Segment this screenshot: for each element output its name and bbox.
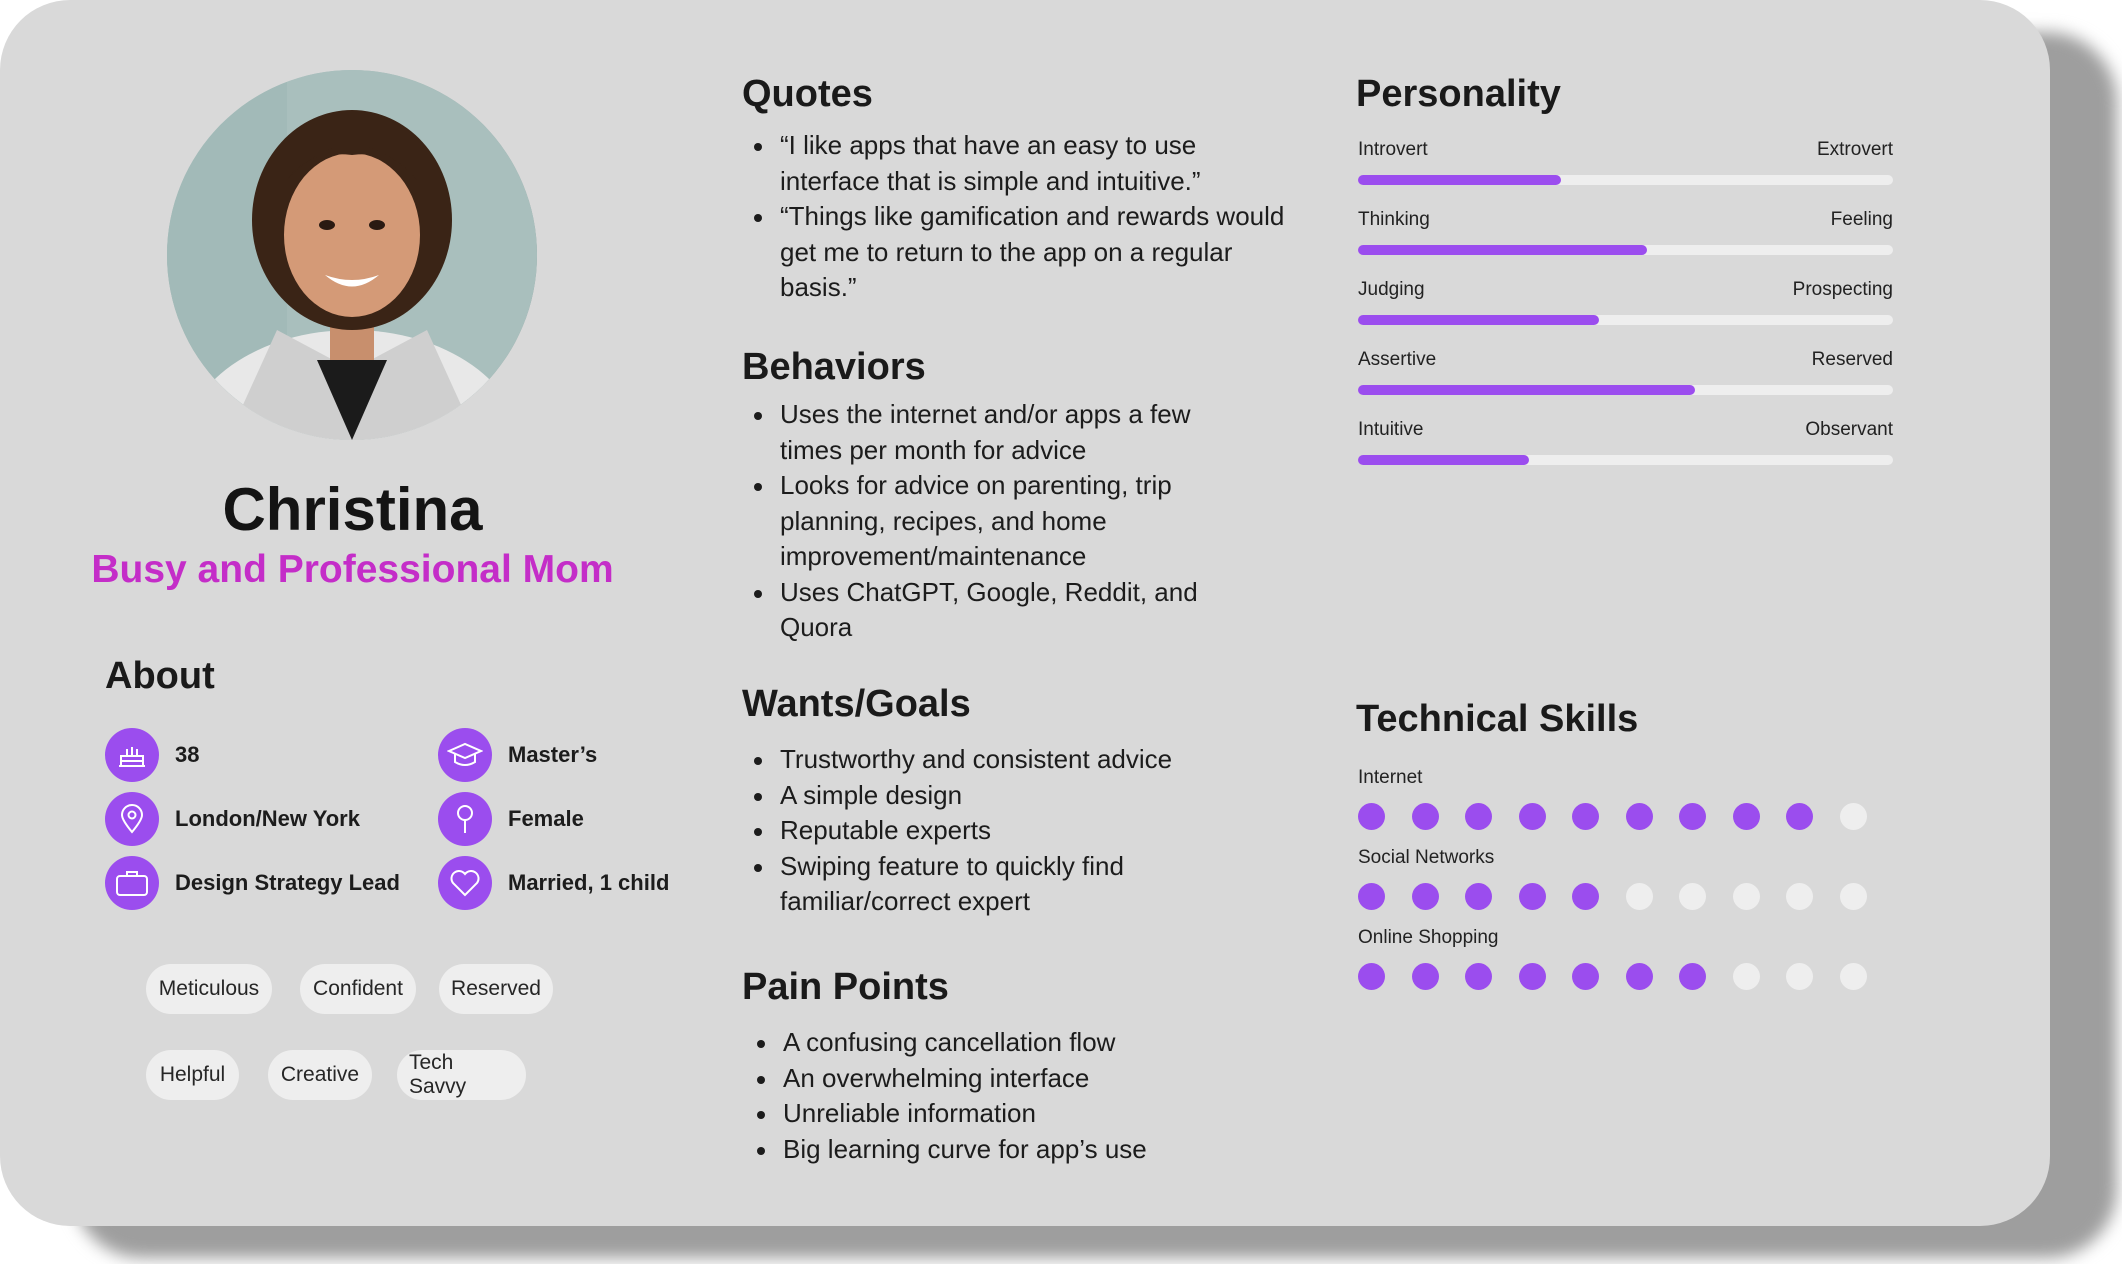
about-gender (438, 792, 584, 846)
about-age (105, 728, 199, 782)
about-education-value: Master’s (508, 742, 598, 767)
skill-label: Internet (1358, 767, 1423, 788)
scale-track (1358, 455, 1893, 465)
skill-dot-filled (1465, 963, 1492, 990)
scale-fill (1358, 175, 1561, 185)
behavior-item: Uses ChatGPT, Google, Reddit, and Quora (780, 575, 1250, 646)
persona-name: Christina (222, 476, 483, 543)
scale-right-label: Reserved (1811, 349, 1893, 370)
trait-tag: Tech Savvy (397, 1050, 526, 1100)
skill-dot-filled (1572, 963, 1599, 990)
skill-label: Online Shopping (1358, 927, 1499, 948)
skill-dot-filled (1786, 803, 1813, 830)
skill-dot-filled (1519, 883, 1546, 910)
about-location-value: London/New York (175, 806, 360, 831)
skill-dot-empty (1840, 963, 1867, 990)
goal-item: Trustworthy and consistent advice (780, 742, 1250, 778)
skill-dot-empty (1733, 963, 1760, 990)
skill-dot-filled (1358, 803, 1385, 830)
about-title: About (105, 655, 215, 697)
about-education (438, 728, 597, 782)
trait-tag: Helpful (146, 1050, 239, 1100)
about-age-value: 38 (175, 742, 200, 767)
behavior-item: Uses the internet and/or apps a few times per month for advice (780, 397, 1250, 468)
scale-track (1358, 315, 1893, 325)
behaviors-list (743, 397, 1250, 646)
personality-scale (1358, 139, 1893, 185)
briefcase-icon (105, 856, 159, 910)
scale-left-label: Judging (1358, 279, 1425, 300)
scale-left-label: Introvert (1358, 139, 1428, 160)
skill-dot-filled (1626, 803, 1653, 830)
skill-dot-filled (1679, 963, 1706, 990)
scale-track (1358, 385, 1893, 395)
trait-tag: Meticulous (146, 964, 272, 1014)
quotes-list (743, 128, 1300, 306)
goals-list (743, 742, 1250, 920)
pain-point-item: Unreliable information (783, 1096, 1253, 1132)
scale-fill (1358, 315, 1599, 325)
skill-dot-filled (1679, 803, 1706, 830)
skill-dot-filled (1572, 803, 1599, 830)
scale-track (1358, 245, 1893, 255)
technical-skills-title: Technical Skills (1356, 698, 1639, 740)
skill-dot-filled (1465, 803, 1492, 830)
scale-left-label: Thinking (1358, 209, 1430, 230)
scale-left-label: Intuitive (1358, 419, 1424, 440)
pain-points-title: Pain Points (742, 966, 949, 1008)
about-gender-value: Female (508, 806, 584, 831)
skill-dot-empty (1626, 883, 1653, 910)
scale-fill (1358, 385, 1695, 395)
goal-item: A simple design (780, 778, 1250, 814)
skill-dot-filled (1412, 803, 1439, 830)
skill-dot-filled (1519, 963, 1546, 990)
about-family (438, 856, 669, 910)
pain-point-item: Big learning curve for app’s use (783, 1132, 1253, 1168)
goal-item: Reputable experts (780, 813, 1250, 849)
location-pin-icon (105, 792, 159, 846)
about-occupation (105, 856, 400, 910)
personality-title: Personality (1356, 73, 1561, 115)
skill-dot-filled (1572, 883, 1599, 910)
trait-tag: Reserved (439, 964, 553, 1014)
avatar-portrait (167, 70, 537, 440)
personality-scale (1358, 279, 1893, 325)
skill-dot-empty (1840, 883, 1867, 910)
cake-icon (105, 728, 159, 782)
scale-right-label: Prospecting (1792, 279, 1893, 300)
about-family-value: Married, 1 child (508, 870, 670, 895)
personality-scale (1358, 349, 1893, 395)
goal-item: Swiping feature to quickly find familiar/correct expert (780, 849, 1250, 920)
personality-scale (1358, 419, 1893, 465)
about-location (105, 792, 360, 846)
scale-right-label: Extrovert (1816, 139, 1893, 160)
skill-dot-filled (1626, 963, 1653, 990)
graduation-cap-icon (438, 728, 492, 782)
scale-fill (1358, 245, 1647, 255)
quote-item: “Things like gamification and rewards would get me to return to the app on a regular basis.” (780, 199, 1300, 306)
skill-dot-filled (1358, 883, 1385, 910)
trait-tag: Creative (268, 1050, 372, 1100)
scale-fill (1358, 455, 1529, 465)
pain-point-item: A confusing cancellation flow (783, 1025, 1253, 1061)
skill-dot-empty (1786, 883, 1813, 910)
scale-track (1358, 175, 1893, 185)
personality-scale (1358, 209, 1893, 255)
skill-dot-filled (1519, 803, 1546, 830)
skill-dot-filled (1733, 803, 1760, 830)
pain-point-item: An overwhelming interface (783, 1061, 1253, 1097)
gender-icon (438, 792, 492, 846)
skill-dot-empty (1679, 883, 1706, 910)
behaviors-title: Behaviors (742, 346, 926, 388)
quote-item: “I like apps that have an easy to use interface that is simple and intuitive.” (780, 128, 1300, 199)
behavior-item: Looks for advice on parenting, trip planning, recipes, and home improvement/maintenance (780, 468, 1250, 575)
persona-role: Busy and Professional Mom (91, 548, 614, 591)
scale-right-label: Feeling (1830, 209, 1893, 230)
goals-title: Wants/Goals (742, 683, 971, 725)
skill-dot-filled (1412, 883, 1439, 910)
avatar (167, 70, 537, 440)
scale-left-label: Assertive (1358, 349, 1437, 370)
trait-tag: Confident (300, 964, 416, 1014)
skill-dot-empty (1733, 883, 1760, 910)
skill-label: Social Networks (1358, 847, 1495, 868)
about-occupation-value: Design Strategy Lead (175, 870, 400, 895)
skill-dot-filled (1412, 963, 1439, 990)
heart-icon (438, 856, 492, 910)
skill-dot-empty (1786, 963, 1813, 990)
scale-right-label: Observant (1805, 419, 1893, 440)
quotes-title: Quotes (742, 73, 873, 115)
skill-dot-empty (1840, 803, 1867, 830)
skill-dot-filled (1358, 963, 1385, 990)
pain-points-list (746, 1025, 1253, 1167)
skill-dot-filled (1465, 883, 1492, 910)
